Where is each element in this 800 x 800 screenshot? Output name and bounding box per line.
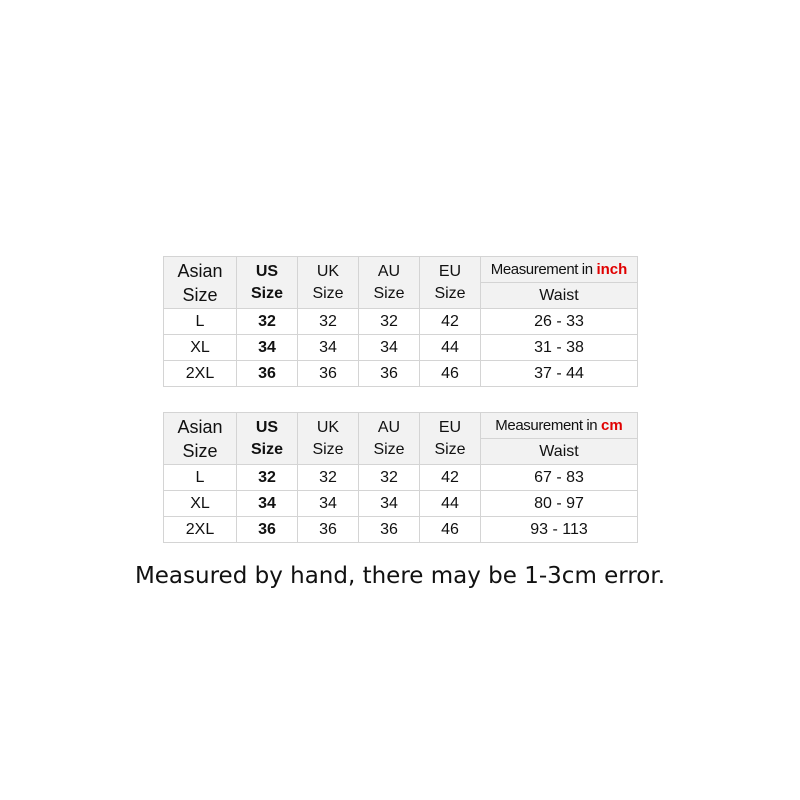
cell-asian-size: 2XL bbox=[164, 361, 237, 387]
cell-uk-size: 34 bbox=[298, 335, 359, 361]
measurement-note: Measured by hand, there may be 1-3cm error. bbox=[134, 563, 666, 589]
cell-waist: 67 - 83 bbox=[481, 465, 638, 491]
size-chart-inch bbox=[163, 256, 638, 387]
header-waist: Waist bbox=[481, 283, 638, 309]
cell-us-size: 34 bbox=[237, 335, 298, 361]
cell-us-size: 36 bbox=[237, 517, 298, 543]
header-asian-size: Asian Size bbox=[164, 257, 237, 309]
cell-asian-size: 2XL bbox=[164, 517, 237, 543]
cell-au-size: 34 bbox=[359, 335, 420, 361]
cell-au-size: 32 bbox=[359, 309, 420, 335]
table-row bbox=[164, 491, 638, 517]
table-row bbox=[164, 361, 638, 387]
cell-au-size: 36 bbox=[359, 517, 420, 543]
table-row bbox=[164, 517, 638, 543]
table-row bbox=[164, 309, 638, 335]
header-uk-size: UK Size bbox=[298, 413, 359, 465]
table-row bbox=[164, 465, 638, 491]
cell-eu-size: 44 bbox=[420, 335, 481, 361]
cell-waist: 37 - 44 bbox=[481, 361, 638, 387]
cell-asian-size: L bbox=[164, 309, 237, 335]
cell-uk-size: 32 bbox=[298, 309, 359, 335]
cell-asian-size: XL bbox=[164, 335, 237, 361]
cell-eu-size: 46 bbox=[420, 517, 481, 543]
header-measurement-inch: Measurement in inch bbox=[481, 257, 638, 283]
header-uk-size: UK Size bbox=[298, 257, 359, 309]
cell-waist: 80 - 97 bbox=[481, 491, 638, 517]
cell-us-size: 32 bbox=[237, 465, 298, 491]
cell-us-size: 34 bbox=[237, 491, 298, 517]
cell-au-size: 36 bbox=[359, 361, 420, 387]
header-eu-size: EU Size bbox=[420, 413, 481, 465]
cell-eu-size: 42 bbox=[420, 309, 481, 335]
header-waist: Waist bbox=[481, 439, 638, 465]
header-us-size: US Size bbox=[237, 257, 298, 309]
cell-eu-size: 44 bbox=[420, 491, 481, 517]
cell-us-size: 36 bbox=[237, 361, 298, 387]
header-eu-size: EU Size bbox=[420, 257, 481, 309]
header-asian-size: Asian Size bbox=[164, 413, 237, 465]
cell-waist: 26 - 33 bbox=[481, 309, 638, 335]
header-measurement-cm: Measurement in cm bbox=[481, 413, 638, 439]
cell-waist: 93 - 113 bbox=[481, 517, 638, 543]
table-row bbox=[164, 335, 638, 361]
cell-eu-size: 42 bbox=[420, 465, 481, 491]
size-chart-cm bbox=[163, 412, 638, 543]
header-us-size: US Size bbox=[237, 413, 298, 465]
cell-uk-size: 36 bbox=[298, 361, 359, 387]
header-au-size: AU Size bbox=[359, 257, 420, 309]
header-au-size: AU Size bbox=[359, 413, 420, 465]
cell-au-size: 34 bbox=[359, 491, 420, 517]
cell-uk-size: 34 bbox=[298, 491, 359, 517]
cell-eu-size: 46 bbox=[420, 361, 481, 387]
cell-asian-size: XL bbox=[164, 491, 237, 517]
cell-uk-size: 36 bbox=[298, 517, 359, 543]
cell-waist: 31 - 38 bbox=[481, 335, 638, 361]
cell-us-size: 32 bbox=[237, 309, 298, 335]
cell-asian-size: L bbox=[164, 465, 237, 491]
unit-label-cm: cm bbox=[601, 416, 623, 434]
cell-uk-size: 32 bbox=[298, 465, 359, 491]
unit-label-inch: inch bbox=[596, 260, 628, 278]
cell-au-size: 32 bbox=[359, 465, 420, 491]
